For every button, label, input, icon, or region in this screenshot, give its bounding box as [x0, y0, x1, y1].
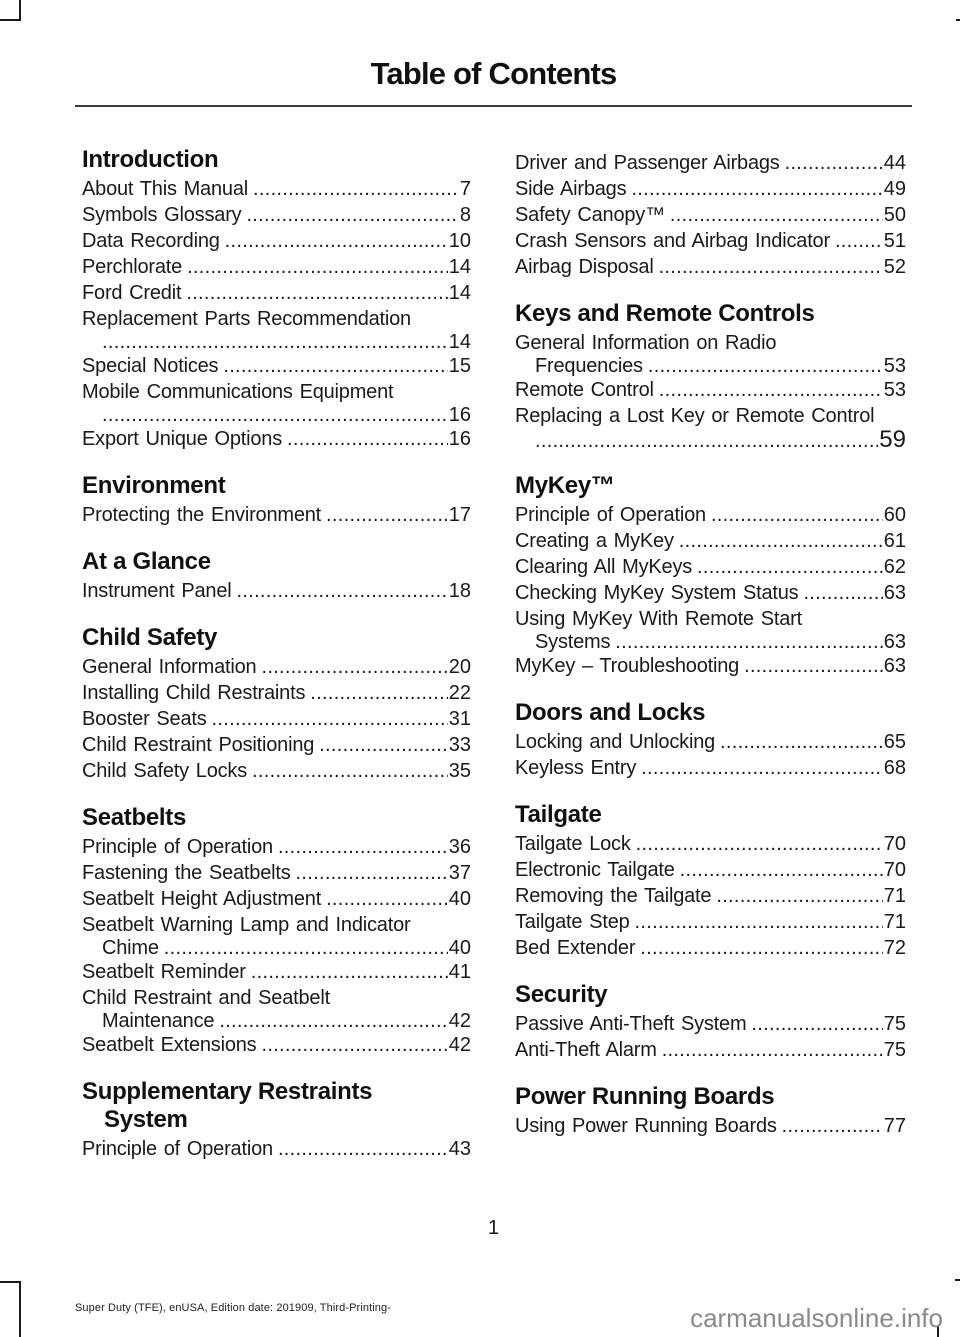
toc-entry-page: 61: [883, 530, 906, 552]
dot-leader: [782, 1113, 883, 1139]
toc-entry-label: Creating a MyKey: [515, 530, 674, 552]
toc-entry: [515, 403, 906, 452]
toc-entry-line: [515, 857, 906, 883]
toc-entry-continuation: [82, 405, 471, 426]
toc-entry-label: About This Manual: [82, 178, 248, 200]
dot-leader: [212, 706, 448, 732]
toc-entry-line: [82, 1136, 471, 1162]
toc-entry-line: [515, 377, 906, 403]
crop-mark-bottom-left-horizontal: [0, 1281, 21, 1283]
toc-entry: [82, 886, 471, 912]
toc-entry-line: [82, 860, 471, 886]
toc-entry-label: Tailgate Step: [515, 911, 630, 933]
dot-leader: [310, 680, 447, 706]
toc-entry-label: Ford Credit: [82, 282, 182, 304]
toc-entry-page: 8: [459, 204, 471, 226]
toc-column-left: [82, 146, 471, 1162]
section-heading: [82, 548, 471, 576]
toc-entry-page: 42: [448, 1010, 471, 1032]
toc-entry-line: [82, 680, 471, 706]
toc-entry: [515, 176, 906, 202]
section-heading-line: Tailgate: [515, 801, 602, 828]
toc-entry-continuation: [82, 332, 471, 353]
toc-entry-line: [82, 886, 471, 912]
toc-entry: [515, 755, 906, 781]
toc-entry-continuation: [82, 938, 471, 959]
section-heading-line: Seatbelts: [82, 804, 187, 831]
toc-entry-label: Replacement Parts Recommendation: [82, 308, 411, 330]
toc-entry-page: 41: [448, 961, 471, 983]
toc-entry-label: Data Recording: [82, 230, 220, 252]
section-heading: [515, 981, 906, 1009]
toc-entry-page: 71: [883, 885, 906, 907]
toc-section: [82, 548, 471, 604]
toc-entry-line: [515, 1113, 906, 1139]
toc-entry: [515, 909, 906, 935]
toc-entry-line: [515, 909, 906, 935]
dot-leader: [535, 431, 878, 452]
toc-entry-page: 18: [448, 580, 471, 602]
crop-mark-bottom-left-vertical: [19, 1281, 21, 1337]
toc-entry: [82, 228, 471, 254]
page-title: Table of Contents: [370, 56, 617, 91]
dot-leader: [648, 356, 883, 377]
toc-entry: [82, 176, 471, 202]
toc-column-right: [515, 146, 906, 1139]
toc-entry-label: Symbols Glossary: [82, 204, 242, 226]
toc-entry-page: 50: [883, 204, 906, 226]
toc-entry-label: General Information on Radio: [515, 332, 777, 354]
toc-entry-line: [515, 176, 906, 202]
toc-entry-page: 31: [448, 708, 471, 730]
dot-leader: [278, 834, 448, 860]
toc-entry-label: Checking MyKey System Status: [515, 582, 799, 604]
section-heading: [515, 472, 906, 500]
toc-entry-label: Electronic Tailgate: [515, 859, 675, 881]
toc-entry-line: [82, 202, 471, 228]
toc-entry-label: Remote Control: [515, 379, 654, 401]
dot-leader: [261, 654, 447, 680]
toc-entry: [82, 912, 471, 959]
toc-entry-page: 68: [883, 757, 906, 779]
section-heading: [82, 1078, 471, 1134]
toc-entry-line: [515, 755, 906, 781]
toc-entry-label: Locking and Unlocking: [515, 731, 716, 753]
section-heading-line: Introduction: [82, 146, 219, 173]
toc-section: [82, 624, 471, 784]
toc-entry-line: [515, 653, 906, 679]
toc-entry: [515, 377, 906, 403]
toc-entry-page: 63: [883, 655, 906, 677]
toc-entry-page: 63: [883, 582, 906, 604]
title-rule: [75, 105, 912, 107]
toc-entry-line: [515, 935, 906, 961]
toc-entry-label: Side Airbags: [515, 178, 627, 200]
dot-leader: [219, 1011, 447, 1032]
toc-entry: [515, 202, 906, 228]
toc-entry-page: 22: [448, 682, 471, 704]
section-heading: [515, 699, 906, 727]
toc-entry-line: [82, 502, 471, 528]
toc-entry-page: 7: [459, 178, 471, 200]
toc-entry-page: 71: [883, 911, 906, 933]
toc-entry-line: [82, 732, 471, 758]
toc-section: [515, 146, 906, 280]
dot-leader: [670, 202, 883, 228]
dot-leader: [716, 883, 882, 909]
toc-entry-page: 20: [448, 656, 471, 678]
toc-section: [82, 472, 471, 528]
toc-entry-label: Special Notices: [82, 355, 219, 377]
toc-entry-page: 44: [883, 152, 906, 174]
toc-section: [515, 801, 906, 961]
toc-entry-line: [515, 254, 906, 280]
toc-entry-line: [82, 426, 471, 452]
toc-entry-page: 59: [879, 426, 906, 453]
section-heading: [82, 472, 471, 500]
dot-leader: [287, 426, 448, 452]
dot-leader: [187, 254, 448, 280]
toc-entry-label: Keyless Entry: [515, 757, 637, 779]
toc-entry-page: 77: [883, 1115, 906, 1137]
toc-entry: [515, 554, 906, 580]
toc-entry-label: Driver and Passenger Airbags: [515, 152, 780, 174]
dot-leader: [326, 502, 448, 528]
toc-entry-label: Principle of Operation: [515, 504, 706, 526]
toc-entry: [82, 578, 471, 604]
toc-entry: [515, 1011, 906, 1037]
dot-leader: [102, 332, 448, 353]
dot-leader: [296, 860, 448, 886]
toc-entry: [82, 758, 471, 784]
section-heading: [82, 804, 471, 832]
toc-entry-line: [515, 528, 906, 554]
toc-entry-label: Clearing All MyKeys: [515, 556, 693, 578]
toc-entry: [515, 228, 906, 254]
dot-leader: [720, 729, 883, 755]
toc-entry-label-continued: Frequencies: [535, 355, 643, 377]
dot-leader: [251, 959, 448, 985]
dot-leader: [659, 377, 883, 403]
toc-entry-page: 40: [448, 888, 471, 910]
dot-leader: [662, 1037, 883, 1063]
dot-leader: [711, 502, 883, 528]
toc-entry-page: 16: [448, 404, 471, 426]
toc-entry-label: General Information: [82, 656, 257, 678]
toc-entry-label: Removing the Tailgate: [515, 885, 712, 907]
toc-entry-page: 70: [883, 833, 906, 855]
toc-entry-page: 53: [883, 355, 906, 377]
toc-entry-page: 15: [448, 355, 471, 377]
dot-leader: [186, 280, 447, 306]
toc-entry: [515, 254, 906, 280]
toc-entry-line: [82, 706, 471, 732]
toc-entry-page: 60: [883, 504, 906, 526]
dot-leader: [697, 554, 883, 580]
section-heading-line: MyKey™: [515, 472, 615, 499]
toc-entry-page: 33: [448, 734, 471, 756]
toc-entry: [82, 834, 471, 860]
toc-entry-page: 65: [883, 731, 906, 753]
toc-entry-page: 51: [883, 230, 906, 252]
toc-entry-page: 14: [448, 331, 471, 353]
toc-entry-page: 52: [883, 256, 906, 278]
dot-leader: [680, 857, 883, 883]
dot-leader: [785, 150, 883, 176]
toc-entry: [82, 502, 471, 528]
toc-entry-page: 70: [883, 859, 906, 881]
toc-entry-line: [82, 959, 471, 985]
dot-leader: [164, 938, 448, 959]
toc-entry: [515, 330, 906, 377]
toc-entry-label: Booster Seats: [82, 708, 207, 730]
dot-leader: [237, 578, 448, 604]
toc-entry-label: Perchlorate: [82, 256, 183, 278]
toc-entry-page: 49: [883, 178, 906, 200]
toc-entry: [82, 426, 471, 452]
toc-entry-label: Installing Child Restraints: [82, 682, 306, 704]
toc-entry-line: [82, 654, 471, 680]
toc-entry-label: Safety Canopy™: [515, 204, 665, 226]
toc-entry-page: 14: [448, 256, 471, 278]
toc-entry-label: Child Restraint Positioning: [82, 734, 315, 756]
toc-entry-label: Mobile Communications Equipment: [82, 381, 394, 403]
toc-entry: [515, 150, 906, 176]
section-heading: [82, 624, 471, 652]
section-heading-line: At a Glance: [82, 548, 211, 575]
toc-entry-label: Seatbelt Extensions: [82, 1034, 257, 1056]
toc-entry-label: MyKey – Troubleshooting: [515, 655, 740, 677]
dot-leader: [679, 528, 883, 554]
section-heading: [515, 300, 906, 328]
toc-section: [515, 300, 906, 452]
toc-entry-line: [515, 883, 906, 909]
toc-entry: [515, 528, 906, 554]
toc-entry: [515, 653, 906, 679]
toc-section: [515, 1083, 906, 1139]
toc-entry: [515, 831, 906, 857]
toc-section: [515, 981, 906, 1063]
crop-mark-top-left-vertical: [19, 0, 21, 21]
toc-entry-label: Crash Sensors and Airbag Indicator: [515, 230, 830, 252]
dot-leader: [326, 886, 448, 912]
toc-entry: [82, 959, 471, 985]
toc-entry: [515, 1113, 906, 1139]
toc-entry-line: [515, 729, 906, 755]
toc-entry: [515, 606, 906, 653]
toc-entry: [82, 732, 471, 758]
toc-entry-page: 62: [883, 556, 906, 578]
toc-entry: [82, 654, 471, 680]
toc-entry-label: Replacing a Lost Key or Remote Control: [515, 405, 875, 427]
toc-entry-label: Export Unique Options: [82, 428, 283, 450]
toc-entry-label: Seatbelt Reminder: [82, 961, 246, 983]
toc-entry-label: Seatbelt Height Adjustment: [82, 888, 322, 910]
toc-entry: [515, 883, 906, 909]
toc-entry: [515, 729, 906, 755]
toc-entry-page: 42: [448, 1034, 471, 1056]
toc-entry-page: 63: [883, 631, 906, 653]
crop-mark-bottom-right-horizontal: [955, 1279, 960, 1281]
dot-leader: [319, 732, 448, 758]
toc-entry-label: Tailgate Lock: [515, 833, 631, 855]
edition-note: Super Duty (TFE), enUSA, Edition date: 201909, Third-Printing-: [75, 1302, 391, 1314]
toc-entry-label: Child Restraint and Seatbelt: [82, 987, 330, 1009]
toc-entry: [82, 280, 471, 306]
toc-entry: [82, 202, 471, 228]
toc-section: [82, 146, 471, 452]
toc-entry: [515, 857, 906, 883]
toc-entry-label: Anti-Theft Alarm: [515, 1039, 657, 1061]
toc-entry-label: Seatbelt Warning Lamp and Indicator: [82, 914, 411, 936]
toc-entry-line: [82, 578, 471, 604]
toc-entry: [82, 254, 471, 280]
toc-entry: [82, 985, 471, 1032]
crop-mark-top-right: [956, 19, 960, 21]
toc-entry: [82, 379, 471, 426]
toc-entry: [82, 1032, 471, 1058]
dot-leader: [636, 831, 883, 857]
watermark-text: carmanualsonline.info: [690, 1303, 943, 1333]
toc-entry-continuation: [515, 426, 906, 453]
toc-entry-line: [82, 1032, 471, 1058]
toc-entry-label: Child Safety Locks: [82, 760, 248, 782]
dot-leader: [246, 202, 458, 228]
section-heading-line: Supplementary Restraints: [82, 1078, 373, 1105]
toc-entry-page: 14: [448, 282, 471, 304]
dot-leader: [253, 176, 459, 202]
toc-entry-continuation: [515, 356, 906, 377]
dot-leader: [641, 755, 883, 781]
toc-entry-continuation: [515, 632, 906, 653]
toc-entry-line: [82, 228, 471, 254]
dot-leader: [225, 228, 448, 254]
toc-entry-page: 16: [448, 428, 471, 450]
toc-entry-line: [515, 150, 906, 176]
section-heading-line: Power Running Boards: [515, 1083, 775, 1110]
toc-entry-page: 35: [448, 760, 471, 782]
toc-entry-continuation: [82, 1011, 471, 1032]
dot-leader: [278, 1136, 448, 1162]
section-heading-line: Security: [515, 981, 608, 1008]
toc-entry-page: 37: [448, 862, 471, 884]
page-number: 1: [487, 1217, 500, 1239]
toc-entry-page: 75: [883, 1039, 906, 1061]
dot-leader: [261, 1032, 447, 1058]
toc-entry-line: [515, 228, 906, 254]
toc-entry-line: [82, 353, 471, 379]
section-heading: [82, 146, 471, 174]
toc-entry-line: [82, 280, 471, 306]
toc-entry-page: 53: [883, 379, 906, 401]
toc-entry-page: 72: [883, 937, 906, 959]
toc-entry-label: Principle of Operation: [82, 836, 273, 858]
toc-entry-line: [515, 1011, 906, 1037]
toc-entry-label: Passive Anti-Theft System: [515, 1013, 747, 1035]
section-heading-line: System: [104, 1106, 188, 1133]
toc-entry-page: 17: [448, 504, 471, 526]
toc-entry-line: [82, 758, 471, 784]
section-heading-line: Doors and Locks: [515, 699, 706, 726]
toc-entry: [82, 680, 471, 706]
toc-entry: [82, 353, 471, 379]
dot-leader: [751, 1011, 882, 1037]
toc-entry-page: 36: [448, 836, 471, 858]
toc-entry-label: Airbag Disposal: [515, 256, 654, 278]
toc-entry-page: 40: [448, 937, 471, 959]
toc-entry: [82, 860, 471, 886]
dot-leader: [744, 653, 883, 679]
section-heading-line: Environment: [82, 472, 226, 499]
toc-section: [515, 472, 906, 679]
section-heading: [515, 801, 906, 829]
dot-leader: [223, 353, 447, 379]
dot-leader: [635, 909, 883, 935]
toc-entry: [82, 1136, 471, 1162]
dot-leader: [640, 935, 882, 961]
toc-entry-line: [515, 580, 906, 606]
toc-entry-line: [515, 554, 906, 580]
section-heading-line: Child Safety: [82, 624, 218, 651]
toc-entry-line: [82, 254, 471, 280]
toc-entry-label: Principle of Operation: [82, 1138, 273, 1160]
toc-entry-line: [515, 202, 906, 228]
dot-leader: [835, 228, 883, 254]
toc-entry-label-continued: Maintenance: [102, 1010, 215, 1032]
toc-section: [82, 804, 471, 1058]
crop-mark-top-left-horizontal: [0, 19, 21, 21]
toc-entry-label: Bed Extender: [515, 937, 636, 959]
toc-entry-label-continued: Chime: [102, 937, 159, 959]
toc-entry-label-continued: Systems: [535, 631, 611, 653]
dot-leader: [615, 632, 882, 653]
toc-entry: [82, 306, 471, 353]
toc-entry: [515, 580, 906, 606]
toc-entry-line: [82, 176, 471, 202]
toc-entry-label: Protecting the Environment: [82, 504, 322, 526]
toc-entry: [82, 706, 471, 732]
toc-entry-line: [515, 502, 906, 528]
toc-entry-line: [515, 831, 906, 857]
dot-leader: [631, 176, 882, 202]
toc-entry-label: Using Power Running Boards: [515, 1115, 777, 1137]
toc-entry: [515, 935, 906, 961]
toc-entry-page: 10: [448, 230, 471, 252]
toc-entry-label: Instrument Panel: [82, 580, 232, 602]
toc-entry-line: [82, 834, 471, 860]
toc-entry-line: [515, 1037, 906, 1063]
toc-entry-page: 75: [883, 1013, 906, 1035]
toc-section: [82, 1078, 471, 1162]
dot-leader: [803, 580, 882, 606]
toc-entry-label: Using MyKey With Remote Start: [515, 608, 802, 630]
toc-entry-label: Fastening the Seatbelts: [82, 862, 291, 884]
section-heading: [515, 1083, 906, 1111]
toc-section: [515, 699, 906, 781]
toc-entry: [515, 1037, 906, 1063]
toc-entry-page: 43: [448, 1138, 471, 1160]
dot-leader: [252, 758, 448, 784]
section-heading-line: Keys and Remote Controls: [515, 300, 815, 327]
toc-entry: [515, 502, 906, 528]
dot-leader: [659, 254, 883, 280]
dot-leader: [102, 405, 448, 426]
